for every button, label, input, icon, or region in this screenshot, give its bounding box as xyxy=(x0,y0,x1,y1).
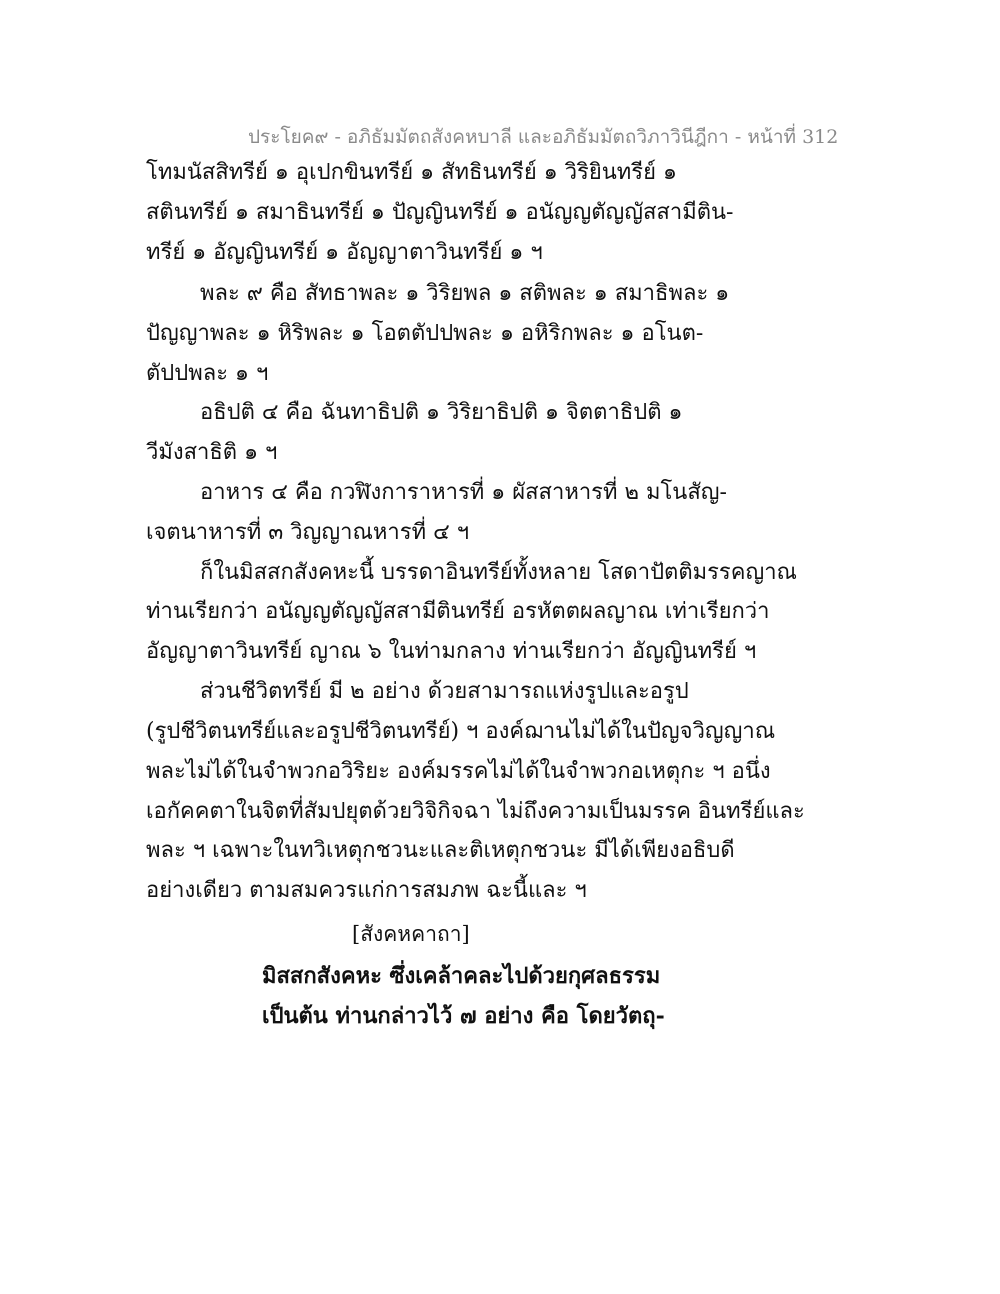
verse-line: มิสสกสังคหะ ซึ่งเคล้าคละไปด้วยกุศลธรรม xyxy=(262,963,661,989)
text-line: พละ ฯ เฉพาะในทวิเหตุกชวนะและติเหตุกชวนะ มีได้เพียงอธิบดี xyxy=(146,838,735,863)
paragraph-start-line: อาหาร ๔ คือ กวฬิงการาหารที่ ๑ ผัสสาหารที่ ๒ มโนสัญ- xyxy=(200,480,727,505)
text-line: เอกัคคตาในจิตที่สัมปยุตด้วยวิจิกิจฉา ไม่ถึงความเป็นมรรค อินทรีย์และ xyxy=(146,799,805,824)
text-line: ทรีย์ ๑ อัญญินทรีย์ ๑ อัญญาตาวินทรีย์ ๑ ฯ xyxy=(146,240,543,265)
text-line: ตัปปพละ ๑ ฯ xyxy=(146,361,269,386)
text-line: วีมังสาธิติ ๑ ฯ xyxy=(146,440,278,465)
text-line: อัญญาตาวินทรีย์ ญาณ ๖ ในท่ามกลาง ท่านเรียกว่า อัญญินทรีย์ ฯ xyxy=(146,639,757,664)
running-header: ประโยค๙ - อภิธัมมัตถสังคหบาลี และอภิธัมมัตถวิภาวินีฎีกา - หน้าที่ 312 xyxy=(248,126,839,148)
text-line: สตินทรีย์ ๑ สมาธินทรีย์ ๑ ปัญญินทรีย์ ๑ อนัญญตัญญัสสามีติน- xyxy=(146,200,734,225)
paragraph-start-line: พละ ๙ คือ สัทธาพละ ๑ วิริยพล ๑ สติพละ ๑ สมาธิพละ ๑ xyxy=(200,281,730,306)
paragraph-start-line: ก็ในมิสสกสังคหะนี้ บรรดาอินทรีย์ทั้งหลาย โสดาปัตติมรรคญาณ xyxy=(200,560,797,585)
text-line: ปัญญาพละ ๑ หิริพละ ๑ โอตตัปปพละ ๑ อหิริกพละ ๑ อโนต- xyxy=(146,321,704,346)
text-line: พละไม่ได้ในจำพวกอวิริยะ องค์มรรคไม่ได้ในจำพวกอเหตุกะ ฯ อนึ่ง xyxy=(146,759,771,784)
paragraph-start-line: อธิปติ ๔ คือ ฉันทาธิปติ ๑ วิริยาธิปติ ๑ จิตตาธิปติ ๑ xyxy=(200,400,683,425)
text-line: เจตนาหารที่ ๓ วิญญาณหารที่ ๔ ฯ xyxy=(146,520,470,545)
verse-line: เป็นต้น ท่านกล่าวไว้ ๗ อย่าง คือ โดยวัตถุ- xyxy=(262,1003,665,1029)
text-line: (รูปชีวิตนทรีย์และอรูปชีวิตนทรีย์) ฯ องค์ฌานไม่ได้ในปัญจวิญญาณ xyxy=(146,719,776,744)
text-line: โทมนัสสิทรีย์ ๑ อุเปกขินทรีย์ ๑ สัทธินทรีย์ ๑ วิริยินทรีย์ ๑ xyxy=(146,160,677,185)
text-line: ท่านเรียกว่า อนัญญตัญญัสสามีตินทรีย์ อรหัตตผลญาณ เท่าเรียกว่า xyxy=(146,599,770,624)
text-line: อย่างเดียว ตามสมควรแก่การสมภพ ฉะนี้และ ฯ xyxy=(146,878,587,903)
paragraph-start-line: ส่วนชีวิตทรีย์ มี ๒ อย่าง ด้วยสามารถแห่งรูปและอรูป xyxy=(200,679,689,704)
section-heading: [สังคหคาถา] xyxy=(352,922,470,946)
